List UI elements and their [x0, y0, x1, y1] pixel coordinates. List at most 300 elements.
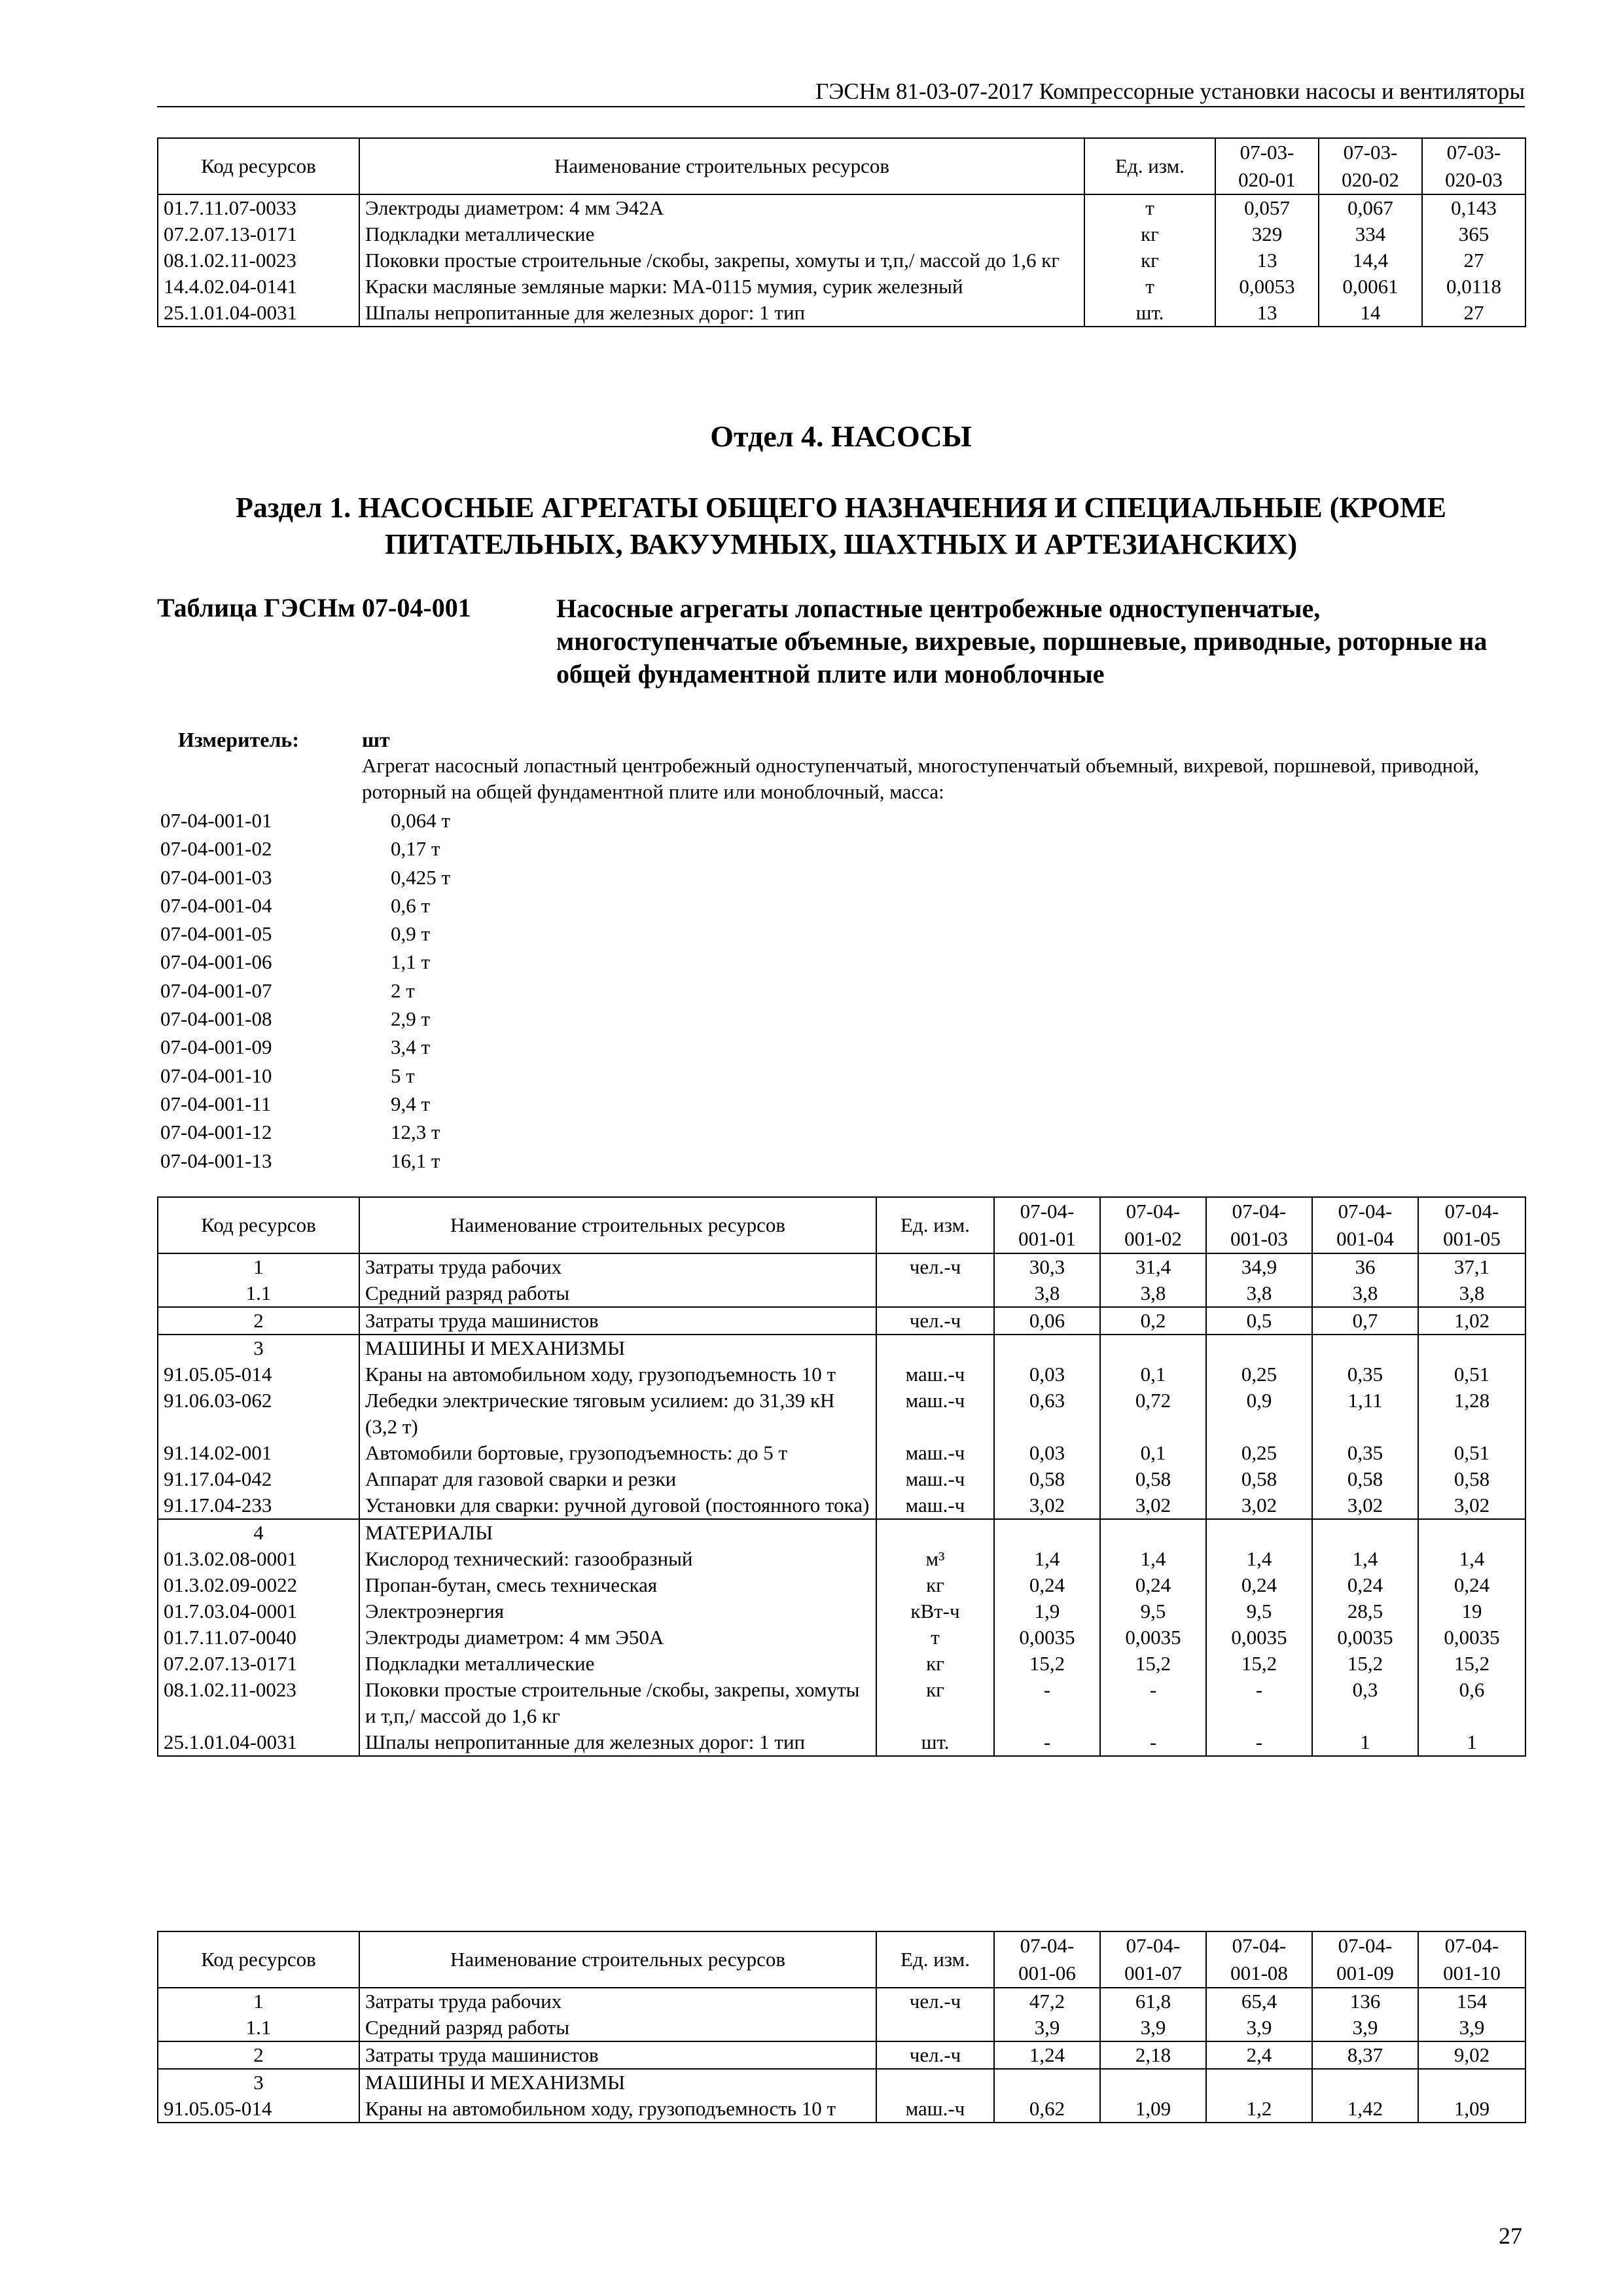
- resource-value: 47,2: [994, 1988, 1100, 2015]
- resource-value: -: [994, 1677, 1100, 1729]
- resource-value: 0,0053: [1215, 274, 1319, 300]
- resource-value: 2,18: [1100, 2041, 1206, 2069]
- resource-unit: чел.-ч: [876, 1988, 994, 2015]
- resource-value: 31,4: [1100, 1253, 1206, 1280]
- table-row: [158, 2069, 1525, 2096]
- resource-value: 0,58: [1206, 1466, 1312, 1492]
- resource-value: 0,58: [994, 1466, 1100, 1492]
- resource-value: 15,2: [1206, 1651, 1312, 1677]
- measure-item-value: 5 т: [391, 1064, 415, 1087]
- resource-unit: кг: [1084, 221, 1215, 247]
- measure-item: [160, 1147, 450, 1175]
- resource-value: 0,24: [994, 1572, 1100, 1598]
- measure-item-value: 0,9 т: [391, 922, 431, 946]
- resource-code: 1.1: [158, 1280, 359, 1307]
- table-row: [158, 1546, 1525, 1572]
- resource-value: [1206, 1335, 1312, 1361]
- resource-value: 15,2: [1100, 1651, 1206, 1677]
- measure-item-code: 07-04-001-02: [160, 837, 272, 861]
- resource-value: 3,02: [1206, 1492, 1312, 1519]
- resource-value: [1100, 2069, 1206, 2096]
- column-header: Наименование строительных ресурсов: [359, 138, 1084, 194]
- resource-value: 0,0118: [1422, 274, 1525, 300]
- resource-name: Подкладки металлические: [359, 1651, 876, 1677]
- resource-value: 0,25: [1206, 1361, 1312, 1388]
- measure-item-code: 07-04-001-11: [160, 1092, 272, 1115]
- table-row: [158, 1335, 1525, 1361]
- resource-value: 3,02: [1418, 1492, 1525, 1519]
- resource-code: 3: [158, 1335, 359, 1361]
- resource-code: 91.17.04-233: [158, 1492, 359, 1519]
- resources-table-2: [157, 1931, 1526, 2123]
- resource-value: 0,1: [1100, 1440, 1206, 1466]
- resource-value: 3,9: [1312, 2015, 1418, 2041]
- running-header: ГЭСНм 81-03-07-2017 Компрессорные установки насосы и вентиляторы: [157, 77, 1525, 107]
- table-row: [158, 1492, 1525, 1519]
- resource-unit: [876, 2015, 994, 2041]
- resource-unit: кг: [876, 1572, 994, 1598]
- resource-code: 01.7.03.04-0001: [158, 1598, 359, 1624]
- resource-value: 1,24: [994, 2041, 1100, 2069]
- resource-unit: т: [1084, 274, 1215, 300]
- measure-item: [160, 1005, 450, 1033]
- table-header-row: [158, 1197, 1525, 1253]
- resource-value: 0,0035: [1418, 1624, 1525, 1651]
- resource-name: Электроды диаметром: 4 мм Э42А: [359, 194, 1084, 221]
- resource-code: 2: [158, 1307, 359, 1335]
- resource-value: 1,4: [994, 1546, 1100, 1572]
- resource-unit: кг: [876, 1677, 994, 1729]
- resource-unit: [876, 2069, 994, 2096]
- column-header: Наименование строительных ресурсов: [359, 1197, 876, 1253]
- column-header: Наименование строительных ресурсов: [359, 1931, 876, 1988]
- resource-value: 0,0035: [1100, 1624, 1206, 1651]
- resource-name: Затраты труда машинистов: [359, 2041, 876, 2069]
- resource-unit: маш.-ч: [876, 1388, 994, 1440]
- resource-value: 0,057: [1215, 194, 1319, 221]
- resource-value: 1,11: [1312, 1388, 1418, 1440]
- resource-value: 0,6: [1418, 1677, 1525, 1729]
- measure-item: [160, 1090, 450, 1118]
- measure-item: [160, 1118, 450, 1146]
- table-row: [158, 1572, 1525, 1598]
- resource-unit: т: [876, 1624, 994, 1651]
- resource-value: 3,9: [1206, 2015, 1312, 2041]
- measure-item-code: 07-04-001-09: [160, 1035, 272, 1059]
- resource-value: [994, 1335, 1100, 1361]
- column-header: Ед. изм.: [876, 1931, 994, 1988]
- resource-name: Подкладки металлические: [359, 221, 1084, 247]
- resource-code: 4: [158, 1519, 359, 1546]
- resource-unit: маш.-ч: [876, 1492, 994, 1519]
- resource-name: Шпалы непропитанные для железных дорог: 1 тип: [359, 1729, 876, 1756]
- measure-label: Измеритель:: [178, 728, 299, 751]
- measure-item-code: 07-04-001-12: [160, 1121, 272, 1144]
- resource-value: 0,2: [1100, 1307, 1206, 1335]
- resource-value: 334: [1319, 221, 1422, 247]
- table-row: [158, 1440, 1525, 1466]
- column-header: 07-04- 001-01: [994, 1197, 1100, 1253]
- resource-value: 3,8: [1100, 1280, 1206, 1307]
- resource-value: [1100, 1519, 1206, 1546]
- resource-unit: кг: [876, 1651, 994, 1677]
- resource-code: 91.05.05-014: [158, 2096, 359, 2123]
- measure-item-value: 3,4 т: [391, 1035, 431, 1059]
- resource-code: 91.05.05-014: [158, 1361, 359, 1388]
- measure-item-value: 2 т: [391, 978, 415, 1002]
- resource-unit: маш.-ч: [876, 2096, 994, 2123]
- resource-value: 1,4: [1418, 1546, 1525, 1572]
- column-header: Ед. изм.: [1084, 138, 1215, 194]
- resource-value: 1,4: [1312, 1546, 1418, 1572]
- resource-value: 0,51: [1418, 1440, 1525, 1466]
- resource-value: 9,5: [1206, 1598, 1312, 1624]
- resource-value: 0,72: [1100, 1388, 1206, 1440]
- resource-value: 1,2: [1206, 2096, 1312, 2123]
- resource-unit: маш.-ч: [876, 1361, 994, 1388]
- resource-value: 2,4: [1206, 2041, 1312, 2069]
- resource-value: 1,42: [1312, 2096, 1418, 2123]
- resource-name: МАШИНЫ И МЕХАНИЗМЫ: [359, 2069, 876, 2096]
- column-header: 07-04- 001-10: [1418, 1931, 1525, 1988]
- resource-value: 136: [1312, 1988, 1418, 2015]
- measure-item-value: 0,17 т: [391, 837, 440, 861]
- resource-value: 0,58: [1100, 1466, 1206, 1492]
- table-row: [158, 1466, 1525, 1492]
- resource-value: 0,24: [1100, 1572, 1206, 1598]
- resource-value: 8,37: [1312, 2041, 1418, 2069]
- resource-name: Электроды диаметром: 4 мм Э50А: [359, 1624, 876, 1651]
- table-code: Таблица ГЭСНм 07-04-001: [157, 593, 471, 622]
- resource-value: 1: [1418, 1729, 1525, 1756]
- resource-value: 30,3: [994, 1253, 1100, 1280]
- resource-value: 65,4: [1206, 1988, 1312, 2015]
- resource-code: 3: [158, 2069, 359, 2096]
- table-row: [158, 1598, 1525, 1624]
- column-header: 07-04- 001-08: [1206, 1931, 1312, 1988]
- table-row: [158, 2041, 1525, 2069]
- table-row: [158, 1988, 1525, 2015]
- resource-name: МАТЕРИАЛЫ: [359, 1519, 876, 1546]
- resource-value: 0,5: [1206, 1307, 1312, 1335]
- resource-value: [1312, 1519, 1418, 1546]
- resource-code: 01.7.11.07-0040: [158, 1624, 359, 1651]
- resource-value: 0,35: [1312, 1361, 1418, 1388]
- resource-value: 3,8: [1206, 1280, 1312, 1307]
- resource-value: 3,8: [994, 1280, 1100, 1307]
- resource-value: 14: [1319, 300, 1422, 327]
- resource-name: МАШИНЫ И МЕХАНИЗМЫ: [359, 1335, 876, 1361]
- measure-item-code: 07-04-001-03: [160, 865, 272, 889]
- resource-unit: чел.-ч: [876, 1253, 994, 1280]
- measure-description: Агрегат насосный лопастный центробежный одноступенчатый, многоступенчатый объемный, вихревой, поршневой, приводной, роторный на общей фундаментной плите или моноблочный, масса:: [362, 754, 1480, 803]
- column-header: 07-03- 020-03: [1422, 138, 1525, 194]
- resource-value: 13: [1215, 247, 1319, 274]
- column-header: Ед. изм.: [876, 1197, 994, 1253]
- resource-value: -: [1100, 1729, 1206, 1756]
- resource-unit: [876, 1335, 994, 1361]
- resource-name: Автомобили бортовые, грузоподъемность: до 5 т: [359, 1440, 876, 1466]
- measure-item-value: 0,425 т: [391, 865, 451, 889]
- resource-value: 19: [1418, 1598, 1525, 1624]
- resource-name: Кислород технический: газообразный: [359, 1546, 876, 1572]
- table-title: Насосные агрегаты лопастные центробежные одноступенчатые, многоступенчатые объемные, вихревые, поршневые, приводные, роторные на общей фундаментной плите или моноблочные: [556, 594, 1488, 689]
- resource-value: 1,9: [994, 1598, 1100, 1624]
- resource-value: [1206, 2069, 1312, 2096]
- table-row: [158, 1280, 1525, 1307]
- resource-unit: маш.-ч: [876, 1440, 994, 1466]
- resource-value: [994, 2069, 1100, 2096]
- resource-name: Затраты труда рабочих: [359, 1253, 876, 1280]
- resource-value: 0,03: [994, 1440, 1100, 1466]
- resource-value: 0,51: [1418, 1361, 1525, 1388]
- column-header: 07-04- 001-02: [1100, 1197, 1206, 1253]
- table-row: [158, 247, 1525, 274]
- resource-value: 0,7: [1312, 1307, 1418, 1335]
- resource-value: -: [994, 1729, 1100, 1756]
- table-row: [158, 1307, 1525, 1335]
- column-header: Код ресурсов: [158, 138, 359, 194]
- resource-value: 0,25: [1206, 1440, 1312, 1466]
- measure-item-value: 9,4 т: [391, 1092, 431, 1115]
- measure-item-code: 07-04-001-01: [160, 809, 272, 832]
- resource-value: 15,2: [994, 1651, 1100, 1677]
- resource-value: 1: [1312, 1729, 1418, 1756]
- resource-name: Затраты труда машинистов: [359, 1307, 876, 1335]
- resource-unit: кВт-ч: [876, 1598, 994, 1624]
- column-header: Код ресурсов: [158, 1197, 359, 1253]
- table-row: [158, 1519, 1525, 1546]
- resource-value: 154: [1418, 1988, 1525, 2015]
- measure-item-value: 0,064 т: [391, 809, 451, 832]
- measure-item: [160, 834, 450, 863]
- resource-value: 0,03: [994, 1361, 1100, 1388]
- measure-item: [160, 1033, 450, 1061]
- resource-unit: маш.-ч: [876, 1466, 994, 1492]
- resource-value: -: [1100, 1677, 1206, 1729]
- resource-value: 3,9: [994, 2015, 1100, 2041]
- measure-item: [160, 863, 450, 891]
- resource-value: 3,02: [994, 1492, 1100, 1519]
- resource-value: 0,24: [1312, 1572, 1418, 1598]
- measure-item-code: 07-04-001-07: [160, 978, 272, 1002]
- resource-value: 0,06: [994, 1307, 1100, 1335]
- resource-unit: т: [1084, 194, 1215, 221]
- resource-code: 91.17.04-042: [158, 1466, 359, 1492]
- measure-item-value: 16,1 т: [391, 1149, 440, 1172]
- resource-name: Поковки простые строительные /скобы, закрепы, хомуты и т,п,/ массой до 1,6 кг: [359, 247, 1084, 274]
- table-row: [158, 1651, 1525, 1677]
- table-row: [158, 1624, 1525, 1651]
- resource-code: 1: [158, 1253, 359, 1280]
- resource-value: [1312, 1335, 1418, 1361]
- resource-value: -: [1206, 1729, 1312, 1756]
- table-row: [158, 2015, 1525, 2041]
- resource-value: 0,58: [1418, 1466, 1525, 1492]
- table-row: [158, 1361, 1525, 1388]
- table-row: [158, 274, 1525, 300]
- resource-value: 3,8: [1312, 1280, 1418, 1307]
- resource-code: 07.2.07.13-0171: [158, 1651, 359, 1677]
- resource-value: 0,0035: [1312, 1624, 1418, 1651]
- measure-item-code: 07-04-001-05: [160, 922, 272, 946]
- table-row: [158, 300, 1525, 327]
- measure-item-code: 07-04-001-04: [160, 893, 272, 917]
- measure-item-value: 12,3 т: [391, 1121, 440, 1144]
- resource-value: 37,1: [1418, 1253, 1525, 1280]
- resource-value: 1,4: [1206, 1546, 1312, 1572]
- resource-value: 0,58: [1312, 1466, 1418, 1492]
- measure-item-value: 0,6 т: [391, 893, 431, 917]
- table-row: [158, 221, 1525, 247]
- resource-value: 15,2: [1418, 1651, 1525, 1677]
- column-header: 07-04- 001-06: [994, 1931, 1100, 1988]
- resource-name: Электроэнергия: [359, 1598, 876, 1624]
- resource-code: 91.14.02-001: [158, 1440, 359, 1466]
- resource-value: 3,8: [1418, 1280, 1525, 1307]
- resource-value: 0,62: [994, 2096, 1100, 2123]
- table-row: [158, 1388, 1525, 1440]
- resource-value: 1,02: [1418, 1307, 1525, 1335]
- resources-table-top: [157, 137, 1526, 327]
- resource-value: 0,24: [1206, 1572, 1312, 1598]
- resource-name: Пропан-бутан, смесь техническая: [359, 1572, 876, 1598]
- measure-unit: шт: [362, 728, 390, 751]
- measure-items-list: [160, 806, 450, 1175]
- resource-value: 61,8: [1100, 1988, 1206, 2015]
- resource-value: 9,02: [1418, 2041, 1525, 2069]
- resource-value: 0,9: [1206, 1388, 1312, 1440]
- measure-item-value: 2,9 т: [391, 1007, 431, 1031]
- resource-value: 9,5: [1100, 1598, 1206, 1624]
- resource-name: Поковки простые строительные /скобы, закрепы, хомуты и т,п,/ массой до 1,6 кг: [359, 1677, 876, 1729]
- resource-code: 01.3.02.08-0001: [158, 1546, 359, 1572]
- resource-value: 1,09: [1100, 2096, 1206, 2123]
- resource-value: 0,0061: [1319, 274, 1422, 300]
- resource-code: 25.1.01.04-0031: [158, 300, 359, 327]
- resource-value: 0,0035: [1206, 1624, 1312, 1651]
- resource-value: 0,067: [1319, 194, 1422, 221]
- resource-name: Краны на автомобильном ходу, грузоподъемность 10 т: [359, 1361, 876, 1388]
- resource-value: 3,9: [1100, 2015, 1206, 2041]
- measure-item: [160, 806, 450, 834]
- resource-unit: [876, 1519, 994, 1546]
- resource-name: Краски масляные земляные марки: МА-0115 мумия, сурик железный: [359, 274, 1084, 300]
- resource-value: 0,0035: [994, 1624, 1100, 1651]
- resource-name: Шпалы непропитанные для железных дорог: 1 тип: [359, 300, 1084, 327]
- resource-value: 0,24: [1418, 1572, 1525, 1598]
- resource-unit: шт.: [876, 1729, 994, 1756]
- resource-unit: [876, 1280, 994, 1307]
- section-razdel-title: Раздел 1. НАСОСНЫЕ АГРЕГАТЫ ОБЩЕГО НАЗНАЧЕНИЯ И СПЕЦИАЛЬНЫЕ (КРОМЕ ПИТАТЕЛЬНЫХ, ВАКУУМНЫХ, ШАХТНЫХ И АРТЕЗИАНСКИХ): [236, 492, 1446, 560]
- column-header: 07-04- 001-03: [1206, 1197, 1312, 1253]
- resource-value: [1418, 1519, 1525, 1546]
- resource-value: 3,02: [1100, 1492, 1206, 1519]
- resource-value: 0,1: [1100, 1361, 1206, 1388]
- measure-item: [160, 948, 450, 976]
- resource-name: Средний разряд работы: [359, 2015, 876, 2041]
- resource-code: 01.3.02.09-0022: [158, 1572, 359, 1598]
- resource-value: [994, 1519, 1100, 1546]
- table-row: [158, 2096, 1525, 2123]
- table-row: [158, 1253, 1525, 1280]
- resource-code: 91.06.03-062: [158, 1388, 359, 1440]
- resource-code: 25.1.01.04-0031: [158, 1729, 359, 1756]
- resource-value: 14,4: [1319, 247, 1422, 274]
- resource-value: 1,28: [1418, 1388, 1525, 1440]
- resource-unit: шт.: [1084, 300, 1215, 327]
- resource-code: 2: [158, 2041, 359, 2069]
- column-header: 07-04- 001-05: [1418, 1197, 1525, 1253]
- column-header: 07-04- 001-09: [1312, 1931, 1418, 1988]
- resource-value: 3,02: [1312, 1492, 1418, 1519]
- table-header-row: [158, 138, 1525, 194]
- resource-code: 14.4.02.04-0141: [158, 274, 359, 300]
- resource-value: 27: [1422, 300, 1525, 327]
- resource-value: 0,3: [1312, 1677, 1418, 1729]
- measure-item: [160, 977, 450, 1005]
- table-header-row: [158, 1931, 1525, 1988]
- resource-value: 0,143: [1422, 194, 1525, 221]
- resource-code: 08.1.02.11-0023: [158, 247, 359, 274]
- section-otdel-title: Отдел 4. НАСОСЫ: [710, 420, 972, 453]
- resource-value: 36: [1312, 1253, 1418, 1280]
- measure-item-code: 07-04-001-06: [160, 950, 272, 974]
- resource-code: 08.1.02.11-0023: [158, 1677, 359, 1729]
- resource-value: 1,4: [1100, 1546, 1206, 1572]
- table-row: [158, 1677, 1525, 1729]
- page-number: 27: [1499, 2223, 1522, 2249]
- resource-value: 13: [1215, 300, 1319, 327]
- resource-value: 3,9: [1418, 2015, 1525, 2041]
- resource-value: [1418, 2069, 1525, 2096]
- resource-value: 0,63: [994, 1388, 1100, 1440]
- resource-unit: чел.-ч: [876, 2041, 994, 2069]
- measure-item-value: 1,1 т: [391, 950, 431, 974]
- resource-name: Средний разряд работы: [359, 1280, 876, 1307]
- measure-item: [160, 1062, 450, 1090]
- table-row: [158, 1729, 1525, 1756]
- column-header: Код ресурсов: [158, 1931, 359, 1988]
- column-header: 07-03- 020-01: [1215, 138, 1319, 194]
- resource-value: 34,9: [1206, 1253, 1312, 1280]
- resource-value: 365: [1422, 221, 1525, 247]
- resource-code: 1.1: [158, 2015, 359, 2041]
- table-row: [158, 194, 1525, 221]
- resource-code: 1: [158, 1988, 359, 2015]
- column-header: 07-03- 020-02: [1319, 138, 1422, 194]
- resource-name: Краны на автомобильном ходу, грузоподъемность 10 т: [359, 2096, 876, 2123]
- measure-item-code: 07-04-001-08: [160, 1007, 272, 1031]
- resource-value: -: [1206, 1677, 1312, 1729]
- resource-unit: м³: [876, 1546, 994, 1572]
- column-header: 07-04- 001-07: [1100, 1931, 1206, 1988]
- measure-item-code: 07-04-001-10: [160, 1064, 272, 1087]
- resource-name: Затраты труда рабочих: [359, 1988, 876, 2015]
- resource-value: [1100, 1335, 1206, 1361]
- resource-code: 07.2.07.13-0171: [158, 221, 359, 247]
- resource-value: 27: [1422, 247, 1525, 274]
- resource-value: 0,35: [1312, 1440, 1418, 1466]
- column-header: 07-04- 001-04: [1312, 1197, 1418, 1253]
- resource-value: [1312, 2069, 1418, 2096]
- resource-value: [1418, 1335, 1525, 1361]
- resource-value: [1206, 1519, 1312, 1546]
- resource-unit: чел.-ч: [876, 1307, 994, 1335]
- resource-code: 01.7.11.07-0033: [158, 194, 359, 221]
- resources-table-1: [157, 1196, 1526, 1757]
- resource-unit: кг: [1084, 247, 1215, 274]
